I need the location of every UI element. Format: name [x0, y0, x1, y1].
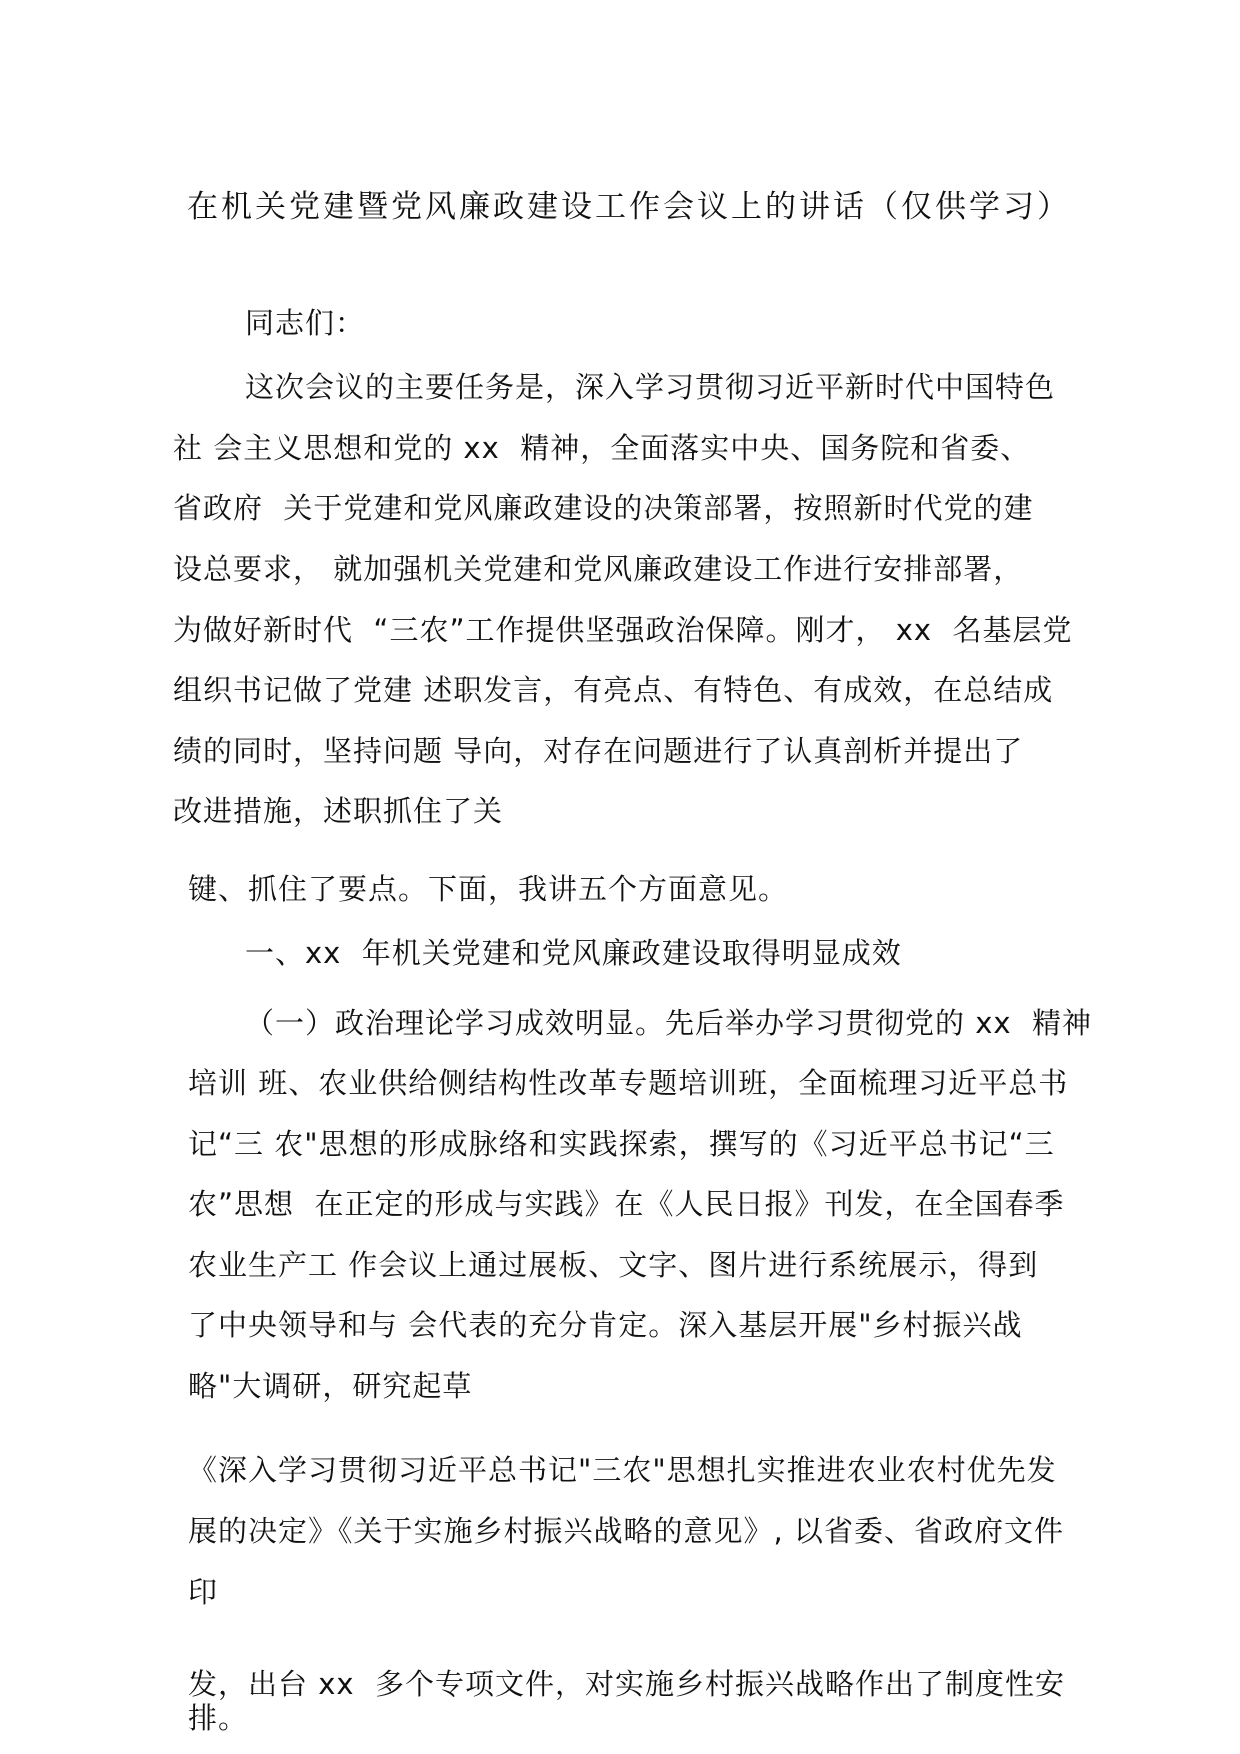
paragraph-line: 社 会主义思想和党的 xx 精神，全面落实中央、国务院和省委、: [173, 431, 1031, 465]
paragraph-line: 《深入学习贯彻习近平总书记"三农"思想扎实推进农业农村优先发: [188, 1453, 1057, 1487]
paragraph-line: 键、抓住了要点。下面，我讲五个方面意见。: [188, 872, 789, 906]
paragraph-line: 培训 班、农业供给侧结构性改革专题培训班，全面梳理习近平总书: [188, 1066, 1069, 1100]
paragraph-line: 为做好新时代 “三农”工作提供坚强政治保障。刚才， xx 名基层党: [173, 613, 1073, 647]
paragraph-line: 改进措施，述职抓住了关: [173, 794, 504, 828]
paragraph-line: 发，出台 xx 多个专项文件，对实施乡村振兴战略作出了制度性安: [188, 1667, 1065, 1701]
paragraph-line: 记“三 农"思想的形成脉络和实践探索，撰写的《习近平总书记“三: [188, 1127, 1055, 1161]
paragraph-line: 绩的同时，坚持问题 导向，对存在问题进行了认真剖析并提出了: [173, 734, 1024, 768]
paragraph-line: 略"大调研，研究起草: [188, 1369, 473, 1403]
paragraph-line: （一）政治理论学习成效明显。先后举办学习贯彻党的 xx 精神: [245, 1006, 1092, 1040]
paragraph-line: 组织书记做了党建 述职发言，有亮点、有特色、有成效，在总结成: [173, 673, 1054, 707]
paragraph-line: 农业生产工 作会议上通过展板、文字、图片进行系统展示，得到: [188, 1248, 1039, 1282]
paragraph-line: 这次会议的主要任务是，深入学习贯彻习近平新时代中国特色: [245, 370, 1056, 404]
section-heading: 一、xx 年机关党建和党风廉政建设取得明显成效: [245, 936, 902, 970]
salutation: 同志们：: [245, 306, 366, 340]
paragraph-line: 了中央领导和与 会代表的充分肯定。深入基层开展"乡村振兴战: [188, 1308, 1023, 1342]
paragraph-line: 农”思想 在正定的形成与实践》在《人民日报》刊发，在全国春季: [188, 1187, 1065, 1221]
paragraph-line: 设总要求， 就加强机关党建和党风廉政建设工作进行安排部署，: [173, 552, 1024, 586]
paragraph-line: 展的决定》《关于实施乡村振兴战略的意见》, 以省委、省政府文件: [188, 1514, 1064, 1548]
document-title: 在机关党建暨党风廉政建设工作会议上的讲话（仅供学习）: [187, 189, 1071, 225]
paragraph-line: 省政府 关于党建和党风廉政建设的决策部署，按照新时代党的建: [173, 491, 1034, 525]
paragraph-line: 印: [188, 1575, 219, 1609]
paragraph-line: 排。: [188, 1701, 249, 1735]
